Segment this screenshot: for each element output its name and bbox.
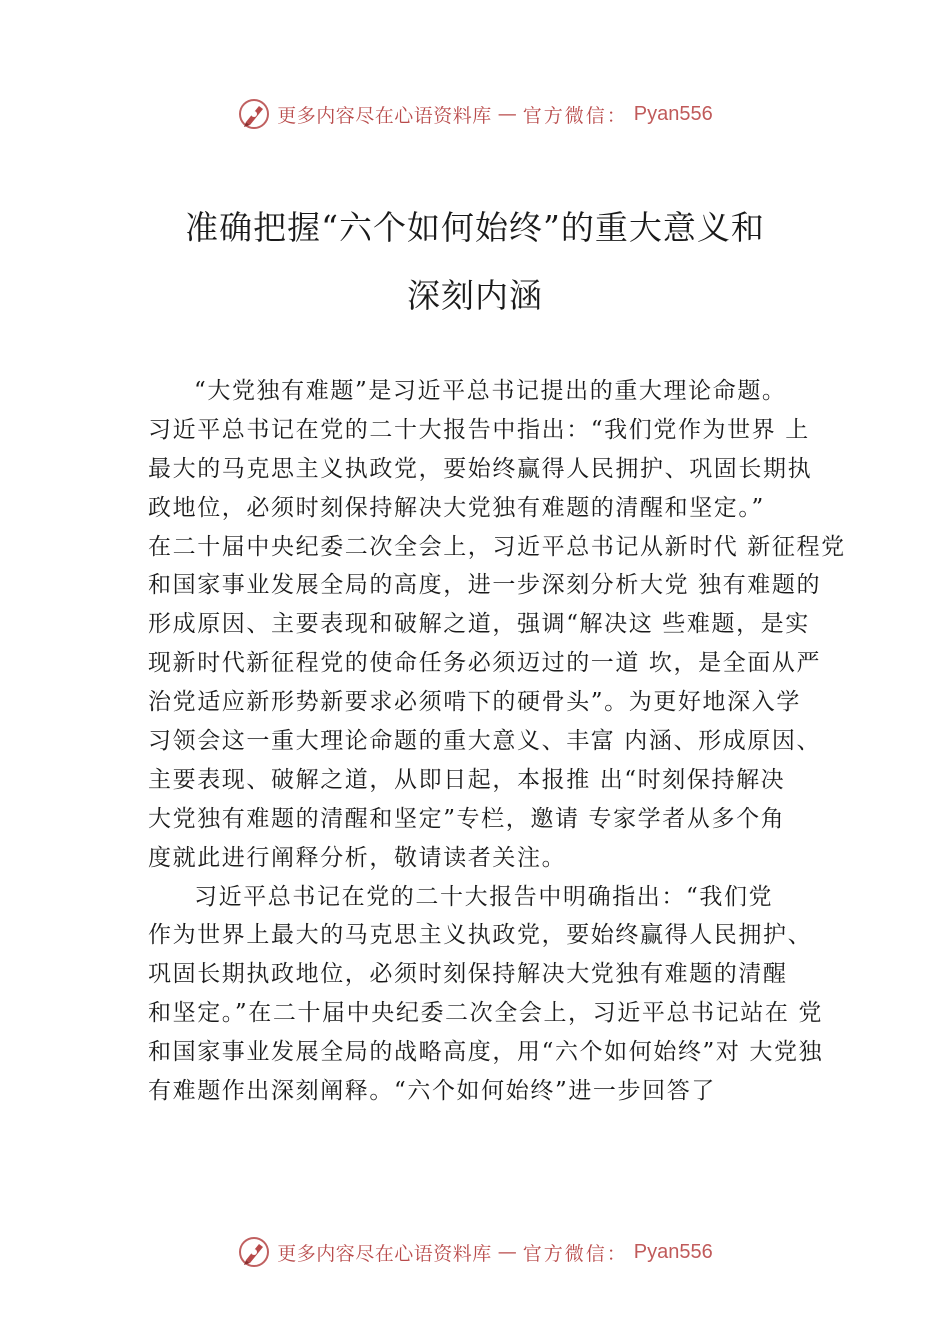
body-line: 和国家事业发展全局的战略高度，用“六个如何始终”对 大党独 (148, 1039, 824, 1066)
document-title-line-1: 准确把握“六个如何始终”的重大意义和 (185, 208, 765, 247)
banner-wechat-id: Pyan556 (633, 102, 713, 125)
body-line: 有难题作出深刻阐释。“六个如何始终”进一步回答了 (148, 1078, 716, 1105)
body-line: “大党独有难题”是习近平总书记提出的重大理论命题。 (194, 378, 787, 404)
banner-separator: — (497, 103, 517, 125)
body-line: 形成原因、主要表现和破解之道，强调“解决这 些难题，是实 (148, 611, 810, 638)
banner-slogan: 更多内容尽在心语资料库 (277, 1242, 492, 1265)
banner-slogan: 更多内容尽在心语资料库 (277, 104, 492, 127)
document-title-line-2: 深刻内涵 (407, 276, 543, 315)
body-line: 习近平总书记在党的二十大报告中明确指出：“我们党 (194, 883, 774, 910)
body-line: 巩固长期执政地位，必须时刻保持解决大党独有难题的清醒 (148, 961, 788, 988)
document-body (148, 372, 846, 1111)
banner-separator: — (497, 1241, 517, 1263)
body-line: 最大的马克思主义执政党，要始终赢得人民拥护、巩固长期执 (148, 455, 813, 482)
body-line: 度就此进行阐释分析，敬请读者关注。 (148, 844, 567, 871)
banner-wechat-label: 官方微信： (522, 1242, 628, 1265)
body-line: 政地位，必须时刻保持解决大党独有难题的清醒和坚定。” (148, 494, 765, 521)
body-line: 治党适应新形势新要求必须啃下的硬骨头”。为更好地深入学 (148, 689, 801, 716)
body-line: 和国家事业发展全局的高度，进一步深刻分析大党 独有难题的 (148, 572, 822, 599)
header-banner (0, 94, 950, 134)
body-line: 现新时代新征程党的使命任务必须迈过的一道 坎，是全面从严 (148, 650, 822, 677)
body-line: 在二十届中央纪委二次全会上，习近平总书记从新时代 新征程党 (148, 533, 846, 560)
body-line: 大党独有难题的清醒和坚定”专栏，邀请 专家学者从多个角 (148, 805, 786, 832)
pen-logo-icon (237, 97, 271, 131)
footer-banner (0, 1232, 950, 1272)
body-line: 作为世界上最大的马克思主义执政党，要始终赢得人民拥护、 (148, 922, 813, 949)
body-line: 和坚定。”在二十届中央纪委二次全会上，习近平总书记站在 党 (148, 1000, 823, 1027)
body-line: 主要表现、破解之道，从即日起，本报推 出“时刻保持解决 (148, 766, 786, 793)
banner-wechat-label: 官方微信： (522, 104, 628, 127)
body-line: 习近平总书记在党的二十大报告中指出：“我们党作为世界 上 (148, 416, 810, 443)
pen-logo-icon (237, 1235, 271, 1269)
body-line: 习领会这一重大理论命题的重大意义、丰富 内涵、形成原因、 (148, 728, 822, 755)
banner-wechat-id: Pyan556 (633, 1240, 713, 1263)
